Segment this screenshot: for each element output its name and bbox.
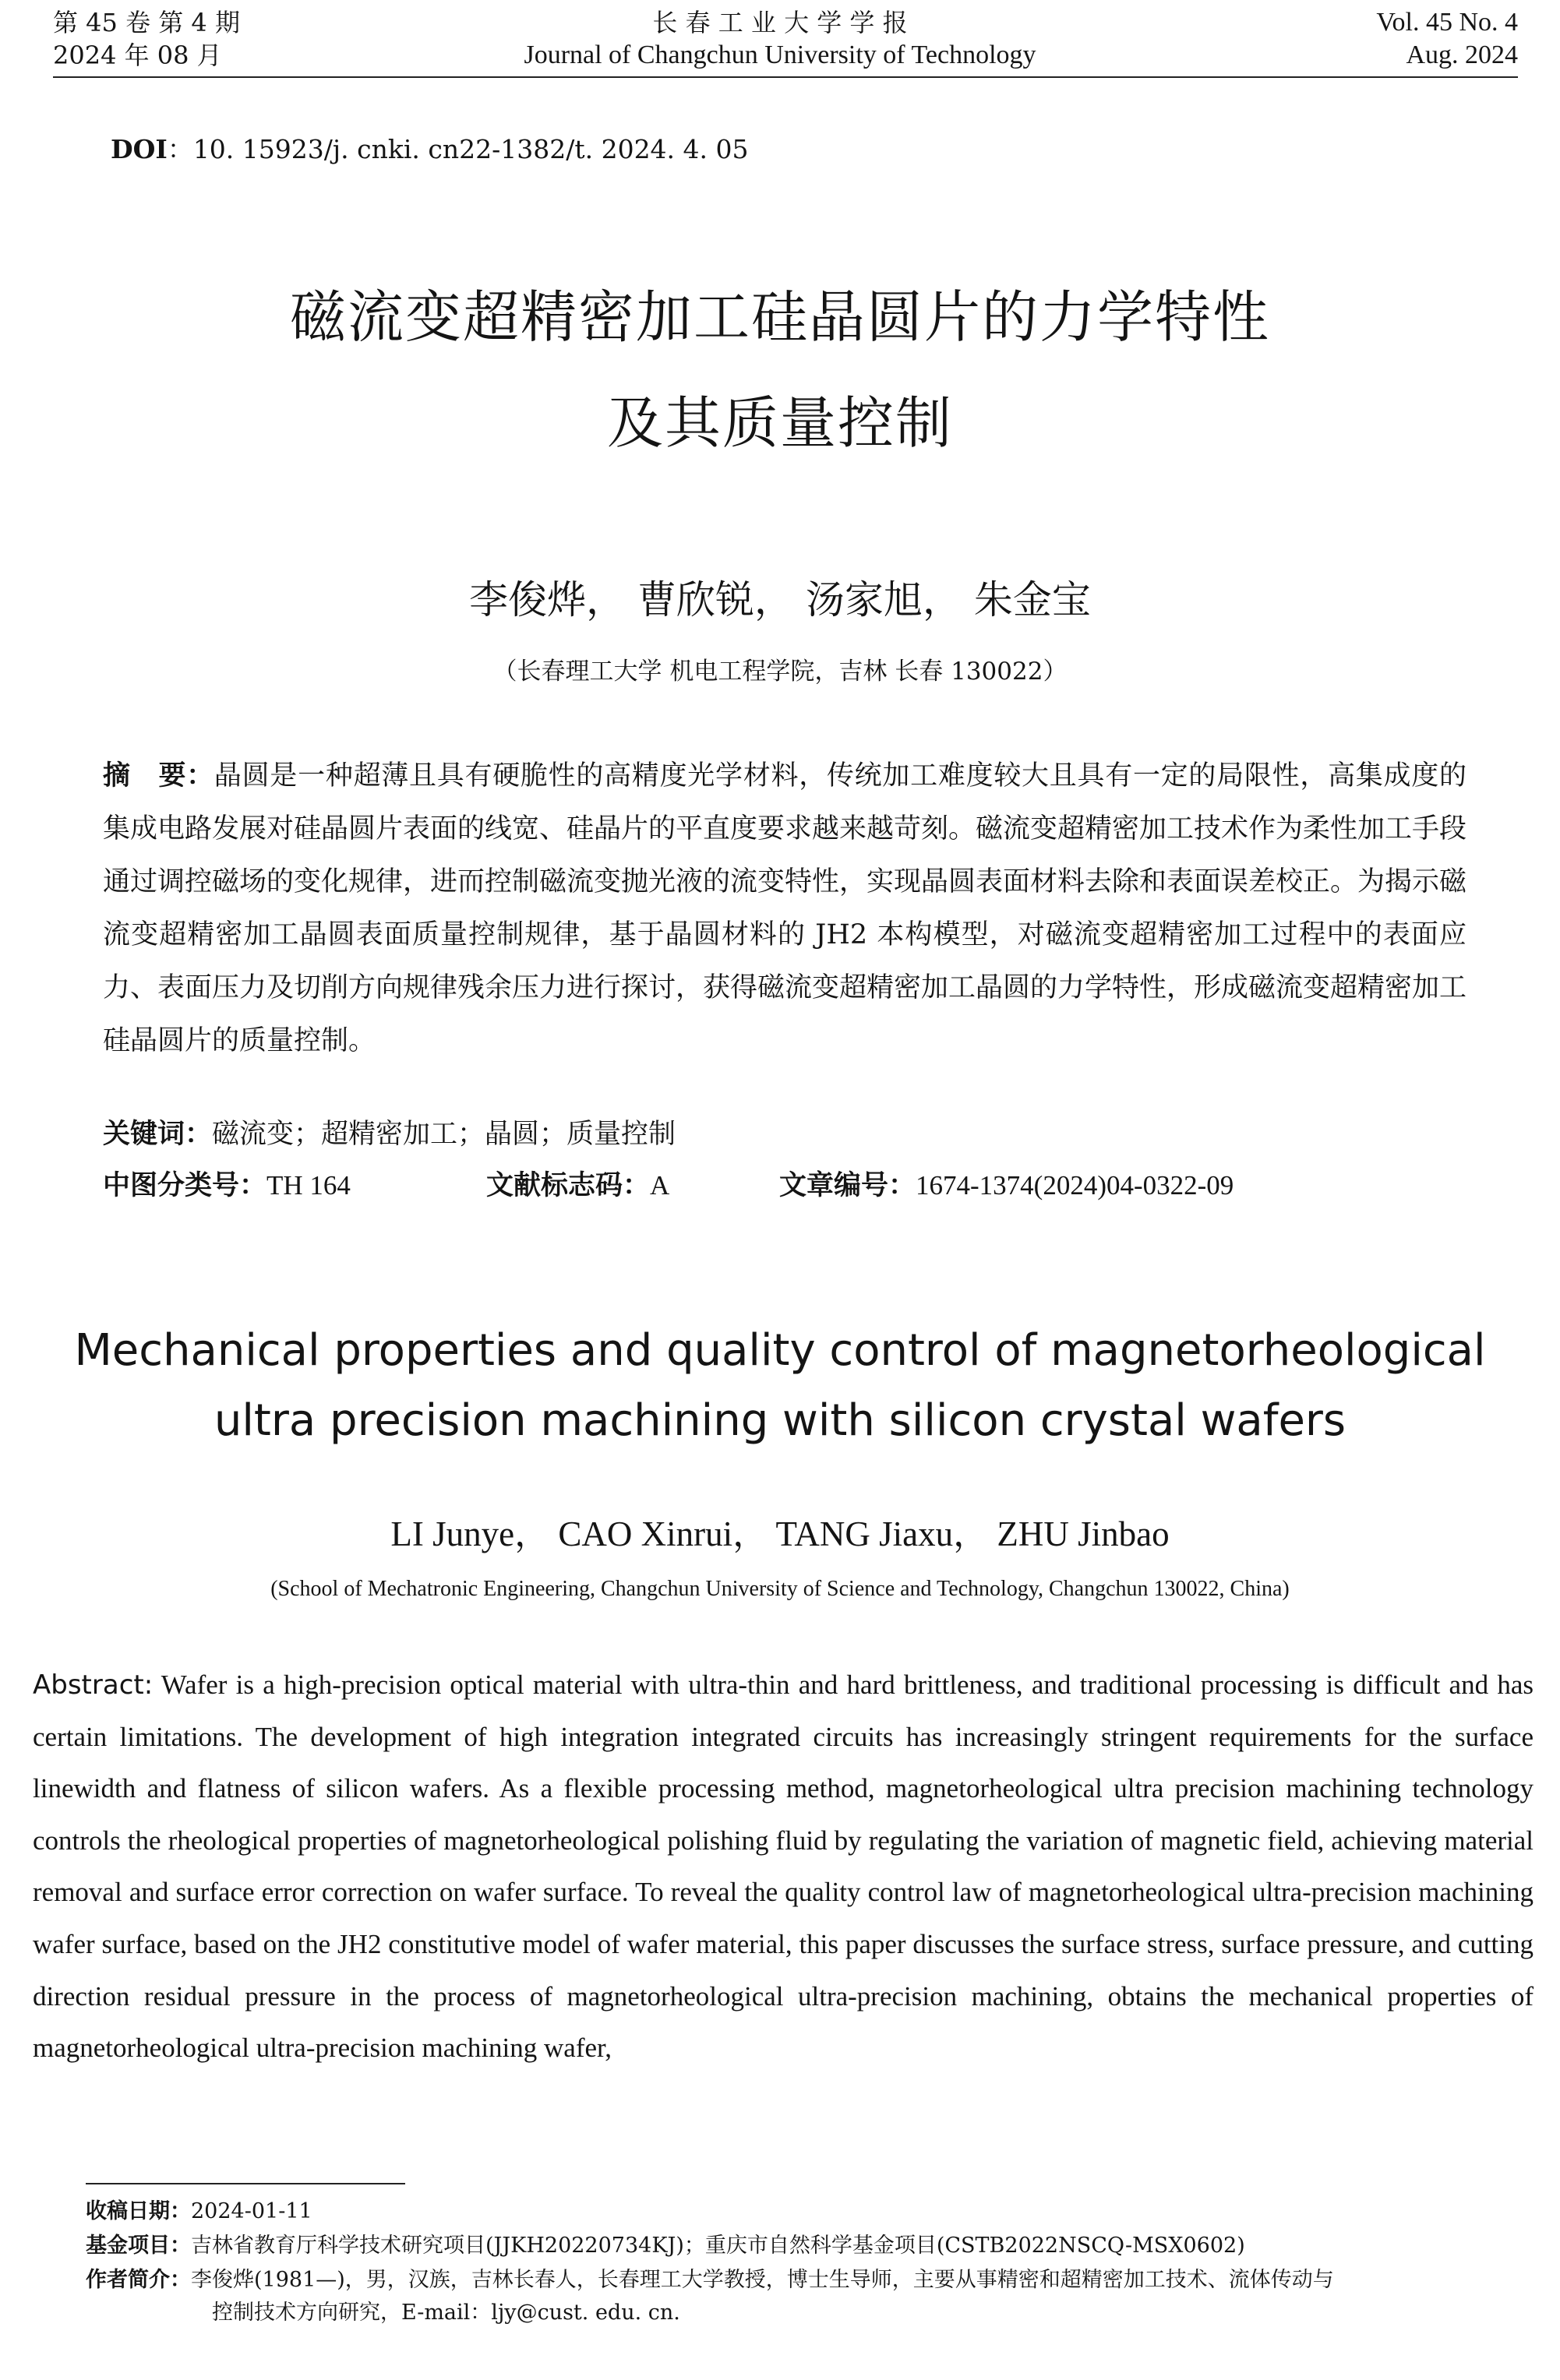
- abstract-cn: [103, 749, 1466, 1067]
- clc-code: [103, 1169, 351, 1203]
- title-en-line1: Mechanical properties and quality control of magnetorheological: [74, 1325, 1486, 1376]
- authors-en: LI Junye， CAO Xinrui， TANG Jiaxu， ZHU Jinbao: [390, 1514, 1170, 1553]
- fund-label: 基金项目：: [86, 2234, 191, 2258]
- abstract-cn-text: 晶圆是一种超薄且具有硬脆性的高精度光学材料，传统加工难度较大且具有一定的局限性，高集成度的集成电路发展对硅晶圆片表面的线宽、硅晶片的平直度要求越来越苛刻。磁流变超精密加工技术作为柔性加工手段通过调控磁场的变化规律，进而控制磁流变抛光液的流变特性，实现晶圆表面材料去除和表面误差校正。为揭示磁流变超精密加工晶圆表面质量控制规律，基于晶圆材料的 JH2 本构模型，对磁流变超精密加工过程中的表面应力、表面压力及切削方向规律残余压力进行探讨，获得磁流变超精密加工晶圆的力学特性，形成磁流变超精密加工硅晶圆片的质量控制。: [103, 760, 1467, 1056]
- header-journal-cn: 长 春 工 业 大 学 学 报: [652, 8, 908, 37]
- fund-value: 吉林省教育厅科学技术研究项目(JJKH20220734KJ)；重庆市自然科学基金项目(CSTB2022NSCQ-MSX0602): [191, 2234, 1245, 2258]
- doi-value: ：10. 15923/j. cnki. cn22-1382/t. 2024. 4. 05: [167, 134, 749, 164]
- header-date-en: Aug. 2024: [1406, 41, 1518, 69]
- abstract-en-text: Wafer is a high-precision optical material with ultra-thin and hard brittleness, and traditional processing is difficult and has certain limitations. The development of high integration integrated circuits has increasingly stringent requirements for the surface linewidth and flatness of silicon wafers. As a flexible processing method, magnetorheological ultra precision machining technology controls the rheological properties of magnetorheological polishing fluid by regulating the variation of magnetic field, achieving material removal and surface error correction on wafer surface. To reveal the quality control law of magnetorheological ultra-precision machining wafer surface, based on the JH2 constitutive model of wafer material, this paper discusses the surface stress, surface pressure, and cutting direction residual pressure in the process of magnetorheological ultra-precision machining, obtains the mechanical properties of magnetorheological ultra-precision machining wafer,: [33, 1670, 1534, 2064]
- article-number-label: 文章编号：: [779, 1169, 916, 1201]
- affiliation-en: (School of Mechatronic Engineering, Changchun University of Science and Technology, Changchun 130022, China): [270, 1577, 1290, 1601]
- header-volume-cn: 第 45 卷 第 4 期: [53, 8, 240, 37]
- clc-value: TH 164: [266, 1170, 351, 1201]
- authors-cn: 李俊烨， 曹欣锐， 汤家旭， 朱金宝: [469, 577, 1091, 622]
- article-number: [779, 1169, 1234, 1203]
- title-cn-line1: 磁流变超精密加工硅晶圆片的力学特性: [289, 284, 1270, 350]
- doi-label: DOI: [111, 134, 168, 164]
- document-code-value: A: [650, 1170, 670, 1201]
- document-code-label: 文献标志码：: [486, 1169, 651, 1201]
- received-value: 2024-01-11: [191, 2199, 312, 2223]
- abstract-cn-label: 摘 要：: [103, 760, 214, 792]
- received-label: 收稿日期：: [86, 2199, 191, 2223]
- header-volume-en: Vol. 45 No. 4: [1376, 8, 1518, 37]
- keywords: [103, 1117, 676, 1151]
- footnote-rule: [86, 2183, 405, 2184]
- doi-line: [111, 134, 749, 165]
- footnote-author: [86, 2265, 1535, 2295]
- article-number-value: 1674-1374(2024)04-0322-09: [916, 1170, 1234, 1201]
- author-bio-line2: 控制技术方向研究，E-mail：ljy@cust. edu. cn.: [212, 2301, 680, 2325]
- title-cn-line2: 及其质量控制: [606, 390, 953, 456]
- title-en-line2: ultra precision machining with silicon crystal wafers: [214, 1395, 1346, 1446]
- footnote-fund: [86, 2231, 1535, 2261]
- clc-label: 中图分类号：: [103, 1169, 267, 1201]
- author-bio-line1: 李俊烨(1981—)，男，汉族，吉林长春人，长春理工大学教授，博士生导师，主要从事精密和超精密加工技术、流体传动与: [191, 2268, 1334, 2292]
- footnote-received: [86, 2197, 1535, 2227]
- keywords-label: 关键词：: [103, 1118, 213, 1150]
- header-rule: [53, 76, 1518, 78]
- header-journal-en: Journal of Changchun University of Technology: [524, 41, 1036, 69]
- affiliation-cn: （长春理工大学 机电工程学院，吉林 长春 130022）: [492, 658, 1068, 686]
- document-code: [486, 1169, 669, 1203]
- author-bio-label: 作者简介：: [86, 2268, 191, 2292]
- header-date-cn: 2024 年 08 月: [53, 41, 222, 70]
- abstract-en: [33, 1659, 1534, 2075]
- keywords-text: 磁流变；超精密加工；晶圆；质量控制: [212, 1119, 676, 1150]
- abstract-en-label: Abstract:: [33, 1670, 154, 1701]
